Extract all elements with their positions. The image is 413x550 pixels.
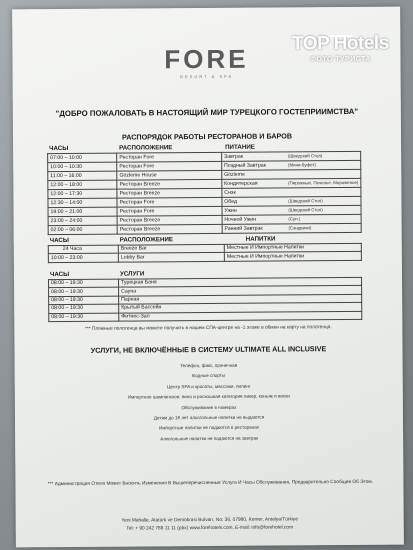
meal-note: (Суп.) (288, 216, 301, 222)
hours-cell: 08:00 – 19:30 (49, 288, 119, 297)
watermark-subtitle: ФОТО ТУРИСТА (309, 55, 372, 64)
location-cell: Ресторан Breeze (117, 179, 222, 189)
meal-cell (222, 223, 361, 233)
service-cell: Турецкая Баня (119, 277, 362, 287)
tophotels-watermark (284, 33, 396, 94)
location-cell: Ресторан Fore (117, 161, 222, 171)
service-cell: Парная (119, 294, 362, 304)
hours-cell: 19:00 – 21:00 (48, 207, 117, 216)
services-header-hours: ЧАСЫ (49, 270, 70, 279)
restaurants-table (47, 151, 362, 235)
hours-cell: 10:00 – 10:30 (48, 162, 117, 171)
list-item: Импортные напитки не подаются в ресторанах (159, 424, 260, 431)
meal-note: (Мини-буфет) (287, 162, 316, 168)
hours-cell: 08:00 – 19:30 (49, 279, 119, 288)
hotel-logo-subtitle: RESORT & SPA (180, 73, 234, 80)
services-header-services: УСЛУГИ (119, 270, 145, 278)
services-table (48, 277, 362, 322)
hours-cell: 12:00 – 17:30 (48, 189, 117, 198)
list-item: Детям до 18 лет алкогольные напитки не выдаются (153, 414, 265, 421)
hours-cell: 08:00 – 19:30 (49, 304, 119, 313)
list-item: Водные спорты (192, 373, 226, 379)
watermark-title: TOP Hotels (291, 32, 389, 55)
meal-label: Поздный Завтрак (223, 162, 266, 169)
meal-label: Ранний Завтрак (224, 225, 263, 232)
not-included-list (15, 360, 404, 446)
meal-note: (Шведский Стол) (287, 153, 323, 159)
location-cell: Ресторан Breeze (117, 215, 222, 225)
welcome-headline: "ДОБРО ПОЖАЛОВАТЬ В НАСТОЯЩИЙ МИР ТУРЕЦКОГО ГОСТЕПРИИМСТВА" (55, 106, 359, 119)
hours-cell: 24 Часа (48, 245, 118, 254)
location-cell: Ресторан Fore (117, 206, 222, 216)
service-cell: Крытый Бассейн (119, 303, 362, 313)
list-item: Телефон, факс, прачечная (180, 362, 238, 369)
location-cell: Gözleme House (117, 170, 222, 180)
address-line: Yeni Mahalle, Atatürk ve Demokrasi Bulvarı, No: 36, 07980, Kemer, Antalya/Türkiye (121, 517, 299, 524)
location-cell: Ресторан Fore (117, 197, 222, 207)
meal-label: Кондитерская (224, 180, 258, 187)
meal-note: (Сэндвичи) (288, 225, 312, 231)
meal-note: (Шведский Стол) (288, 207, 323, 213)
service-cell: Фитнес-Зал (119, 311, 362, 321)
bars-header-location: РАСПОЛОЖЕНИЕ (119, 236, 174, 244)
location-cell: Ресторан Breeze (117, 224, 222, 234)
location-cell: Breeze Bar (118, 244, 224, 253)
restaurants-header-hours: ЧАСЫ (49, 144, 69, 153)
admin-note: *** Администрация Отеля Может Вносить Изменения В Вышеперечисленные Услуги И Часы Обслуживания, Предварительно Сообщив Об Этом. (47, 479, 374, 488)
hours-cell: 11:00 – 16:00 (48, 171, 117, 180)
table-row (48, 252, 361, 263)
contact-line: Tel: + 90 242 788 11 11 (pbx) www.forehotels.com, E-mail: info@forehotel.com (126, 524, 294, 532)
hours-cell: 08:00 – 19:30 (49, 313, 119, 322)
meal-cell (222, 178, 361, 188)
service-cell: Сауна (119, 286, 362, 296)
list-item: Центр SPA и кросаты, массажи, пилинг (166, 383, 251, 390)
bars-table (48, 243, 362, 263)
towel-note: *** Пляжные полотенца вы можете получить в нашем СПА-центре на -1 этаже в обмен на карту на полотенца. (84, 325, 332, 332)
meal-note: (Шведский Стол) (288, 198, 323, 204)
hours-cell: 12:30 – 14:00 (48, 198, 117, 207)
meal-label: Снэк (224, 189, 236, 196)
drinks-cell: Местные И Импортные Напитки (224, 252, 361, 261)
meal-label: Ужин (224, 207, 237, 214)
document-sheet (12, 7, 404, 548)
list-item: Импортное шампанское, вино и роскошная категория ликер, коньяк и виски (127, 393, 290, 400)
drinks-cell: Местные И Импортные Напитки (224, 243, 361, 252)
location-cell: Lobby Bar (118, 253, 224, 262)
hours-cell: 10:00 – 23:00 (48, 254, 118, 263)
meal-label: Обед (224, 198, 238, 205)
location-cell: Ресторан Fore (117, 152, 222, 162)
hours-cell: 07:00 – 10:00 (48, 153, 117, 162)
not-included-title: УСЛУГИ, НЕ ВКЛЮЧЁННЫЕ В СИСТЕМУ ULTIMATE ALL INCLUSIVE (90, 344, 327, 355)
crown-icon (328, 27, 352, 37)
location-cell: Ресторан Breeze (117, 188, 222, 198)
hours-cell: 02:00 – 06:00 (48, 225, 117, 234)
hours-cell: 23:00 – 24:00 (48, 216, 117, 225)
bars-header-drinks: НАПИТКИ (245, 235, 276, 243)
meal-label: Gözleme (224, 171, 245, 178)
table-row (48, 223, 361, 234)
restaurants-header-location: РАСПОЛОЖЕНИЕ (119, 144, 173, 152)
hours-cell: 12:00 – 18:00 (48, 180, 117, 189)
list-item: Обслуживание в номерах (181, 404, 237, 410)
restaurants-header-meal: ПИТАНИЕ (225, 143, 255, 151)
table-row (49, 311, 362, 322)
meal-label: Ночной Ужин (224, 216, 257, 223)
meal-label: Завтрак (223, 153, 244, 160)
hotel-address (16, 516, 404, 534)
hours-cell: 08:00 – 19:30 (49, 296, 119, 305)
list-item: Алкогольные напитки не подаются на завтрак (160, 435, 259, 442)
meal-note: (Пирожные, Печенье, Мороженое) (288, 179, 359, 186)
hotel-logo: FORE (164, 43, 249, 75)
schedule-title: РАСПОРЯДОК РАБОТЫ РЕСТОРАНОВ И БАРОВ (121, 131, 293, 142)
bars-header-hours: ЧАСЫ (49, 236, 69, 245)
